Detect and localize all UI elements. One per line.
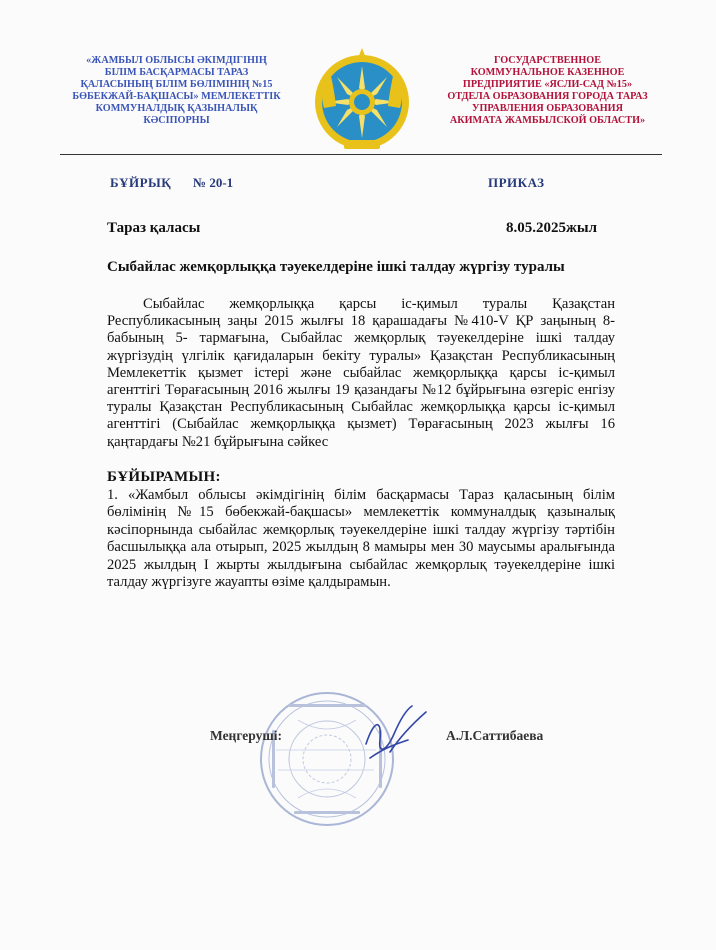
header-divider bbox=[60, 154, 662, 155]
order-item-1: 1. «Жамбыл облысы әкімдігінің білім басқармасы Тараз қаласының білім бөлімінің №15 бөбекжай-бақшасы» мемлекеттік коммуналдық қазыналық кәсіпорнында сыбайлас жемқорлық тәуекелдеріне ішкі талдау жүргізу тәртібін басшылыққа ала отырып, 2025 жылдың 8 мамыры мен 30 маусымы аралығында 2025 жылдың І жырты жылдығына сыбайлас жемқорлық тәуекелдеріне ішкі талдау жүргізуге жауапты өзіме қалдырамын. bbox=[107, 487, 615, 591]
header-right-line: КОММУНАЛЬНОЕ КАЗЕННОЕ bbox=[470, 67, 625, 78]
order-label-kazakh: БҰЙРЫҚ bbox=[110, 175, 172, 190]
header-kazakh-org-name bbox=[64, 55, 289, 127]
header-right-line: ПРЕДПРИЯТИЕ «ЯСЛИ-САД №15» bbox=[462, 79, 633, 90]
place-of-issue: Тараз қаласы bbox=[107, 220, 201, 236]
kazakhstan-state-emblem-icon bbox=[312, 48, 412, 154]
order-label-russian: ПРИКАЗ bbox=[488, 175, 545, 190]
handwritten-signature-icon bbox=[360, 700, 432, 770]
order-heading: БҰЙЫРАМЫН: bbox=[107, 469, 221, 485]
header-left-line: КӘСІПОРНЫ bbox=[143, 115, 210, 126]
header-right-line: ОТДЕЛА ОБРАЗОВАНИЯ ГОРОДА ТАРАЗ bbox=[447, 91, 648, 102]
order-date: 8.05.2025жыл bbox=[506, 220, 598, 236]
header-right-line: ГОСУДАРСТВЕННОЕ bbox=[494, 55, 601, 66]
signatory-name: А.Л.Саттибаева bbox=[446, 728, 544, 743]
header-left-line: БӨБЕКЖАЙ-БАҚШАСЫ» МЕМЛЕКЕТТІК bbox=[72, 91, 281, 102]
preamble-paragraph: Сыбайлас жемқорлыққа қарсы іс-қимыл туралы Қазақстан Республикасының заңы 2015 жылғы 18 қарашадағы №410-V ҚР заңының 8-бабының 5- тармағына, Сыбайлас жемқорлық тәуекелдеріне ішкі талдау жүргізудің үлгілік қағидаларын бекіту туралы» Қазақстан Республикасының Мемлекеттік қызмет істері және сыбайлас жемқорлыққа қарсы іс-қимыл агенттігі Төрағасының 2016 жылғы 19 қазандағы №12 бұйрығына өзгеріс енгізу туралы Қазақстан Республикасының Сыбайлас жемқорлыққа қарсы іс-қимыл агенттігі (Сыбайлас жемқорлыққа қызмет) Төрағасының 2023 жылғы 16 қаңтардағы №21 бұйрығына сәйкес bbox=[107, 296, 615, 450]
order-number: № 20-1 bbox=[193, 175, 234, 190]
header-right-line: АКИМАТА ЖАМБЫЛСКОЙ ОБЛАСТИ» bbox=[449, 115, 646, 126]
header-russian-org-name bbox=[435, 55, 660, 127]
header-right-line: УПРАВЛЕНИЯ ОБРАЗОВАНИЯ bbox=[472, 103, 623, 114]
header-left-line: КОММУНАЛДЫҚ ҚАЗЫНАЛЫҚ bbox=[95, 103, 258, 114]
header-left-line: БІЛІМ БАСҚАРМАСЫ ТАРАЗ bbox=[104, 67, 249, 78]
signatory-title: Меңгеруші: bbox=[210, 728, 283, 743]
header-left-line: ҚАЛАСЫНЫҢ БІЛІМ БӨЛІМІНІҢ №15 bbox=[80, 79, 273, 90]
document-title: Сыбайлас жемқорлыққа тәуекелдеріне ішкі талдау жүргізу туралы bbox=[107, 259, 565, 275]
header-left-line: «ЖАМБЫЛ ОБЛЫСЫ ӘКІМДІГІНІҢ bbox=[86, 55, 267, 66]
